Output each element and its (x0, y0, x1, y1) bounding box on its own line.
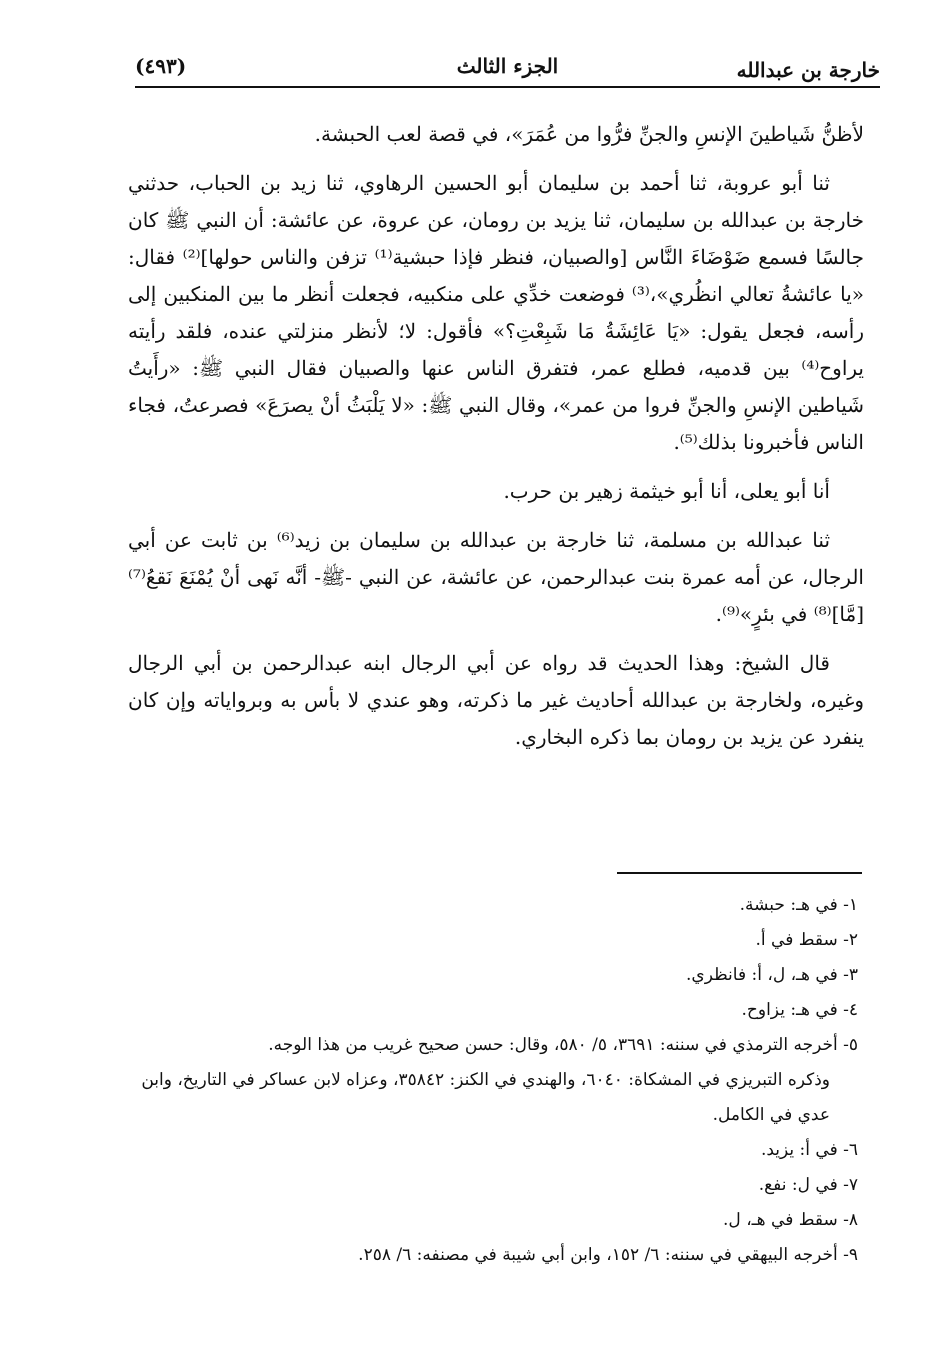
page-header (135, 52, 880, 88)
footnote-continuation: وذكره التبريزي في المشكاة: ٦٠٤٠، والهندي في الكنز: ٣٥٨٤٢، وعزاه لابن عساكر في التاريخ، وابن عدي في الكامل. (141, 1070, 830, 1125)
footnote: ٧- في ل: نفع. (758, 1175, 858, 1195)
paragraph: لأظنُّ شَياطينَ الإنسِ والجنِّ فرُّوا من عُمَرَ»، في قصة لعب الحبشة. (314, 122, 864, 146)
footnote: ٨- سقط في هـ، ل. (723, 1210, 858, 1230)
footnote-divider (617, 872, 862, 874)
paragraph: ثنا عبدالله بن مسلمة، ثنا خارجة بن عبدالله بن سليمان بن زيد⁽⁶⁾ بن ثابت عن أبي الرجال، عن أمه عمرة بنت عبدالرحمن، عن عائشة، عن النبي -ﷺ- أنَّه نَهى أنْ يُمْنَعَ نَقعُ⁽⁷⁾ [مَّا]⁽⁸⁾ في بئرٍ»⁽⁹⁾. (128, 528, 864, 626)
footnotes (124, 888, 858, 1273)
footnote: ١- في هـ: حبشة. (739, 895, 858, 915)
paragraph: ثنا أبو عروبة، ثنا أحمد بن سليمان أبو الحسين الرهاوي، ثنا زيد بن الحباب، حدثني خارجة بن عبدالله بن سليمان، ثنا يزيد بن رومان، عن عروة، عن عائشة: أن النبي ﷺ كان جالسًا فسمع ضَوْضَاءَ النَّاس [والصبيان، فنظر فإذا حبشية⁽¹⁾ تزفن والناس حولها]⁽²⁾ فقال: «يا عائشةُ تعالي انظُري»،⁽³⁾ فوضعت خدِّي على منكبيه، فجعلت أنظر ما بين المنكبين إلى رأسه، فجعل يقول: «يَا عَائِشَةُ مَا شَبِعْتِ؟» فأقول: لا؛ لأنظر منزلتي عنده، فلقد رأيته يراوح⁽⁴⁾ بين قدميه، فطلع عمر، فتفرق الناس عنها والصبيان فقال النبي ﷺ: «رأَيتُ شَياطين الإنسِ والجنِّ فروا من عمر»، وقال النبي ﷺ: «لا يَلْبَثُ أنْ يصرَعَ» فصرعتُ، فجاء الناس فأخبرونا بذلك⁽⁵⁾. (128, 171, 864, 454)
main-text (128, 116, 864, 768)
footnote: ٥- أخرجه الترمذي في سننه: ٣٦٩١، ٥/ ٥٨٠، وقال: حسن صحيح غريب من هذا الوجه. (268, 1035, 858, 1055)
footnote: ٣- في هـ، ل، أ: فانظري. (686, 965, 858, 985)
footnote: ٩- أخرجه البيهقي في سننه: ٦/ ١٥٢، وابن أبي شيبة في مصنفه: ٦/ ٢٥٨. (358, 1245, 858, 1265)
paragraph: قال الشيخ: وهذا الحديث قد رواه عن أبي الرجال ابنه عبدالرحمن بن أبي الرجال وغيره، ولخارجة بن عبدالله أحاديث غير ما ذكرته، وهو عندي لا بأس به وبرواياته وإن كان ينفرد عن يزيد بن رومان بما ذكره البخاري. (128, 651, 864, 749)
paragraph: أنا أبو يعلى، أنا أبو خيثمة زهير بن حرب. (503, 479, 830, 503)
running-author: خارجة بن عبدالله (736, 58, 880, 82)
page-number: (٤٩٣) (135, 54, 187, 78)
footnote: ٦- في أ: يزيد. (760, 1140, 858, 1160)
running-part-title: الجزء الثالث (456, 54, 559, 78)
footnote: ٤- في هـ: يزاوح. (741, 1000, 858, 1020)
footnote: ٢- سقط في أ. (755, 930, 858, 950)
